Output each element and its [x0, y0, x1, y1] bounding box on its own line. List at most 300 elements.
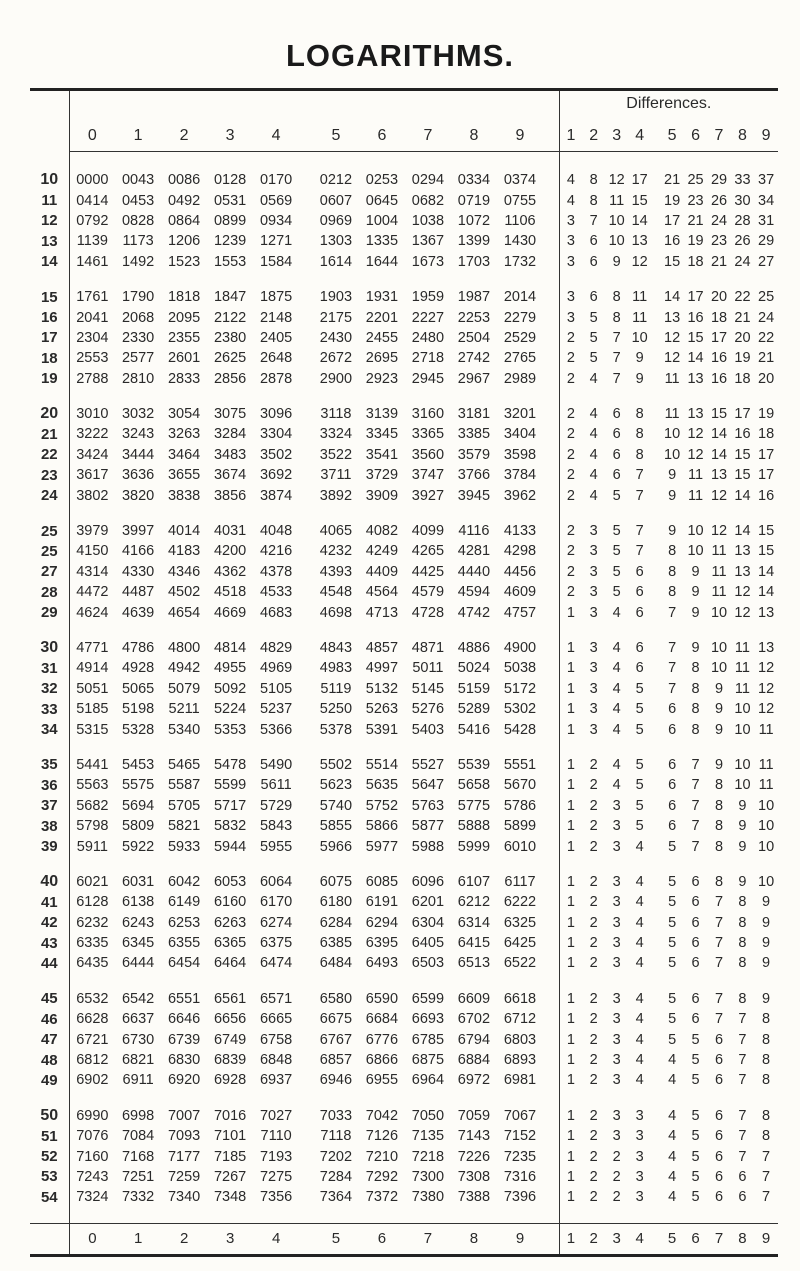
difference-cell: 3 — [612, 838, 621, 855]
difference-cell: 1 — [566, 914, 575, 931]
difference-cell: 5 — [635, 797, 644, 814]
mantissa-cell: 3892 — [319, 487, 353, 504]
difference-cell: 5 — [635, 818, 644, 835]
row-number: 48 — [30, 1050, 69, 1070]
mantissa-cell: 7356 — [259, 1189, 293, 1206]
mantissa-cell: 1553 — [213, 253, 247, 270]
mantissa-cell: 3541 — [365, 446, 399, 463]
difference-cell: 3 — [589, 701, 598, 718]
row-number: 47 — [30, 1029, 69, 1049]
mantissa-cell: 4900 — [503, 640, 537, 656]
mantissa-cell: 4829 — [259, 640, 293, 656]
mantissa-cell: 0492 — [167, 192, 201, 209]
mantissa-cell: 5786 — [503, 797, 537, 814]
mantissa-cell: 5502 — [319, 756, 353, 773]
table-row — [30, 892, 778, 912]
difference-cell: 2 — [566, 487, 575, 504]
mantissa-cell: 3927 — [411, 487, 445, 504]
difference-cell: 7 — [668, 604, 677, 621]
mantissa-cell: 6866 — [365, 1052, 399, 1069]
row-number: 19 — [30, 369, 69, 389]
mantissa-cell: 2672 — [319, 350, 353, 367]
difference-cell: 10 — [608, 212, 625, 229]
mantissa-cell: 6314 — [457, 914, 491, 931]
column-separator — [543, 989, 559, 1009]
difference-cell: 15 — [631, 192, 648, 209]
row-number: 49 — [30, 1070, 69, 1090]
column-gap — [651, 1187, 660, 1207]
mantissa-cell: 6821 — [121, 1052, 155, 1069]
difference-cell: 26 — [710, 192, 728, 209]
row-number: 41 — [30, 892, 69, 912]
mantissa-cell: 3385 — [457, 426, 491, 443]
footer-main-col-5: 5 — [313, 1223, 359, 1254]
table-row — [30, 638, 778, 658]
column-gap — [651, 404, 660, 424]
difference-cell: 4 — [635, 914, 644, 931]
mantissa-cell: 5065 — [121, 680, 155, 697]
difference-cell: 9 — [714, 701, 724, 718]
difference-cell: 20 — [734, 329, 751, 346]
difference-cell: 9 — [762, 955, 771, 972]
column-gap — [299, 775, 313, 795]
mantissa-cell: 1790 — [121, 289, 155, 306]
column-separator — [543, 775, 559, 795]
difference-cell: 3 — [612, 1072, 621, 1089]
column-gap — [299, 1187, 313, 1207]
mantissa-cell: 4728 — [411, 604, 445, 621]
mantissa-cell: 3139 — [365, 406, 399, 423]
mantissa-cell: 6335 — [76, 935, 109, 952]
difference-cell: 1 — [566, 1052, 575, 1069]
difference-cell: 34 — [758, 192, 775, 209]
row-number: 40 — [30, 872, 69, 892]
table-row — [30, 485, 778, 505]
difference-cell: 24 — [758, 309, 775, 326]
difference-cell: 6 — [714, 1052, 724, 1069]
header-main-col-4: 4 — [253, 113, 299, 152]
difference-cell: 7 — [762, 1168, 771, 1185]
mantissa-cell: 1644 — [365, 253, 399, 270]
mantissa-cell: 4609 — [503, 584, 537, 601]
row-number: 11 — [30, 190, 69, 210]
mantissa-cell: 2380 — [213, 329, 247, 346]
difference-cell: 8 — [714, 777, 724, 794]
column-gap — [299, 1126, 313, 1146]
difference-cell: 4 — [589, 406, 598, 423]
mantissa-cell: 5403 — [411, 721, 445, 738]
column-gap — [299, 638, 313, 658]
mantissa-cell: 5490 — [259, 756, 293, 773]
difference-cell: 2 — [566, 563, 575, 580]
table-row — [30, 465, 778, 485]
difference-cell: 29 — [758, 233, 775, 250]
header-diff-col-2: 3 — [605, 113, 628, 152]
column-gap — [299, 307, 313, 327]
mantissa-cell: 6758 — [259, 1031, 293, 1048]
table-row — [30, 1106, 778, 1126]
mantissa-cell: 4548 — [319, 584, 353, 601]
difference-cell: 9 — [762, 914, 771, 931]
mantissa-cell: 1271 — [259, 233, 293, 250]
difference-cell: 17 — [687, 289, 704, 306]
mantissa-cell: 6911 — [122, 1072, 154, 1089]
mantissa-cell: 6149 — [167, 894, 201, 911]
difference-cell: 8 — [589, 172, 598, 189]
mantissa-cell: 7007 — [167, 1107, 201, 1124]
difference-cell: 10 — [758, 873, 775, 890]
difference-cell: 1 — [566, 1011, 575, 1028]
column-gap — [651, 1223, 660, 1254]
difference-cell: 12 — [734, 584, 751, 601]
difference-cell: 7 — [668, 660, 677, 677]
mantissa-cell: 0414 — [76, 192, 109, 209]
mantissa-cell: 5899 — [503, 818, 537, 835]
difference-cell: 5 — [668, 1031, 677, 1048]
mantissa-cell: 3979 — [76, 523, 109, 540]
mantissa-cell: 6684 — [365, 1011, 399, 1028]
difference-cell: 7 — [691, 838, 700, 855]
difference-cell: 9 — [762, 990, 771, 1007]
difference-cell: 11 — [711, 563, 727, 580]
difference-cell: 11 — [632, 289, 648, 306]
mantissa-cell: 6474 — [259, 955, 293, 972]
column-gap — [651, 933, 660, 953]
difference-cell: 10 — [758, 838, 775, 855]
mantissa-cell: 5340 — [167, 721, 201, 738]
mantissa-cell: 0607 — [319, 192, 353, 209]
column-separator — [543, 1146, 559, 1166]
difference-cell: 1 — [566, 873, 575, 890]
mantissa-cell: 3324 — [319, 426, 353, 443]
header-spacer — [543, 91, 559, 113]
difference-cell: 13 — [758, 604, 775, 621]
mantissa-cell: 6096 — [411, 873, 445, 890]
mantissa-cell: 1399 — [457, 233, 491, 250]
column-gap — [299, 913, 313, 933]
mantissa-cell: 6425 — [503, 935, 537, 952]
difference-cell: 4 — [668, 1148, 677, 1165]
mantissa-cell: 0719 — [457, 192, 491, 209]
mantissa-cell: 4800 — [167, 640, 201, 656]
difference-cell: 6 — [668, 701, 677, 718]
mantissa-cell: 5623 — [319, 777, 353, 794]
mantissa-cell: 0374 — [503, 172, 537, 189]
difference-cell: 6 — [612, 406, 621, 423]
mantissa-cell: 5775 — [457, 797, 491, 814]
column-gap — [299, 465, 313, 485]
mantissa-cell: 5563 — [76, 777, 109, 794]
difference-cell: 12 — [687, 426, 704, 443]
difference-cell: 16 — [758, 487, 775, 504]
mantissa-cell: 6721 — [76, 1031, 109, 1048]
difference-cell: 10 — [687, 543, 704, 560]
difference-cell: 5 — [691, 1072, 700, 1089]
mantissa-cell: 6170 — [259, 894, 293, 911]
difference-cell: 37 — [758, 172, 775, 189]
header-spacer — [69, 91, 543, 113]
difference-cell: 6 — [714, 1189, 724, 1206]
mantissa-cell: 7308 — [457, 1168, 491, 1185]
mantissa-cell: 4014 — [167, 523, 201, 540]
mantissa-cell: 6981 — [503, 1072, 537, 1089]
difference-cell: 8 — [762, 1072, 771, 1089]
difference-cell: 2 — [589, 1107, 598, 1124]
table-row — [30, 755, 778, 775]
row-number: 31 — [30, 658, 69, 678]
difference-cell: 14 — [664, 289, 681, 306]
mantissa-cell: 5132 — [365, 680, 399, 697]
column-separator — [543, 287, 559, 307]
mantissa-cell: 0128 — [213, 172, 247, 189]
column-gap — [651, 113, 660, 152]
table-row — [30, 699, 778, 719]
difference-cell: 1 — [566, 955, 575, 972]
mantissa-cell: 4393 — [319, 563, 353, 580]
mantissa-cell: 6571 — [259, 990, 293, 1007]
difference-cell: 2 — [612, 1168, 621, 1185]
difference-cell: 9 — [635, 370, 644, 387]
difference-cell: 13 — [687, 370, 704, 387]
difference-cell: 2 — [566, 350, 575, 367]
difference-cell: 10 — [710, 640, 728, 656]
difference-cell: 8 — [714, 873, 724, 890]
footer-diff-col-3: 4 — [628, 1223, 651, 1254]
difference-cell: 6 — [668, 721, 677, 738]
difference-cell: 9 — [635, 350, 644, 367]
difference-cell: 5 — [691, 1128, 700, 1145]
difference-cell: 3 — [589, 584, 598, 601]
table-row — [30, 541, 778, 561]
mantissa-cell: 6580 — [319, 990, 353, 1007]
difference-cell: 3 — [612, 935, 621, 952]
mantissa-cell: 6107 — [457, 873, 491, 890]
column-gap — [651, 755, 660, 775]
row-number: 34 — [30, 719, 69, 739]
mantissa-cell: 4654 — [167, 604, 201, 621]
mantissa-cell: 3560 — [411, 446, 445, 463]
mantissa-cell: 6503 — [411, 955, 445, 972]
row-number: 38 — [30, 816, 69, 836]
mantissa-cell: 4472 — [76, 584, 109, 601]
mantissa-cell: 0000 — [76, 172, 109, 189]
difference-cell: 5 — [635, 701, 644, 718]
difference-cell: 6 — [635, 660, 644, 677]
difference-cell: 6 — [691, 894, 700, 911]
mantissa-cell: 0294 — [411, 172, 445, 189]
mantissa-cell: 7093 — [167, 1128, 201, 1145]
column-separator — [543, 1223, 559, 1254]
difference-cell: 12 — [631, 253, 648, 270]
mantissa-cell: 5172 — [503, 680, 537, 697]
mantissa-cell: 6609 — [457, 990, 491, 1007]
column-gap — [651, 307, 660, 327]
difference-cell: 1 — [566, 1128, 575, 1145]
mantissa-cell: 1430 — [503, 233, 537, 250]
mantissa-cell: 2095 — [167, 309, 201, 326]
difference-cell: 5 — [668, 955, 677, 972]
table-row — [30, 816, 778, 836]
header-diff-col-7: 8 — [731, 113, 754, 152]
mantissa-cell: 3820 — [121, 487, 155, 504]
difference-cell: 1 — [566, 1148, 575, 1165]
mantissa-cell: 0682 — [411, 192, 445, 209]
mantissa-cell: 1987 — [457, 289, 491, 306]
column-gap — [299, 953, 313, 973]
table-row — [30, 602, 778, 622]
difference-cell: 23 — [710, 233, 728, 250]
table-row — [30, 1146, 778, 1166]
difference-cell: 8 — [589, 192, 598, 209]
footer-diff-col-0: 1 — [559, 1223, 582, 1254]
mantissa-cell: 3424 — [76, 446, 109, 463]
difference-cell: 7 — [738, 1031, 747, 1048]
mantissa-cell: 6551 — [167, 990, 201, 1007]
mantissa-cell: 4843 — [319, 640, 353, 656]
difference-cell: 11 — [664, 370, 680, 387]
mantissa-cell: 6972 — [457, 1072, 491, 1089]
difference-cell: 2 — [589, 914, 598, 931]
mantissa-cell: 1703 — [457, 253, 491, 270]
mantissa-cell: 3766 — [457, 467, 491, 484]
difference-cell: 14 — [631, 212, 648, 229]
row-number: 17 — [30, 328, 69, 348]
difference-cell: 6 — [612, 426, 621, 443]
mantissa-cell: 3909 — [365, 487, 399, 504]
difference-cell: 3 — [635, 1189, 644, 1206]
difference-cell: 15 — [687, 329, 704, 346]
column-gap — [651, 348, 660, 368]
column-separator — [543, 445, 559, 465]
difference-cell: 3 — [612, 1011, 621, 1028]
mantissa-cell: 7050 — [411, 1107, 445, 1124]
column-gap — [299, 892, 313, 912]
mantissa-cell: 3118 — [320, 406, 352, 423]
row-number: 15 — [30, 287, 69, 307]
mantissa-cell: 4362 — [213, 563, 247, 580]
difference-cell: 6 — [691, 914, 700, 931]
mantissa-cell: 2625 — [213, 350, 247, 367]
difference-cell: 4 — [668, 1128, 677, 1145]
difference-cell: 7 — [635, 467, 644, 484]
column-gap — [299, 1167, 313, 1187]
mantissa-cell: 5391 — [365, 721, 399, 738]
mantissa-cell: 0899 — [213, 212, 247, 229]
differences-label: Differences. — [626, 95, 712, 112]
column-separator — [543, 541, 559, 561]
table-row — [30, 872, 778, 892]
table-row — [30, 1029, 778, 1049]
mantissa-cell: 6191 — [365, 894, 399, 911]
difference-cell: 6 — [635, 640, 644, 656]
mantissa-cell: 5250 — [319, 701, 353, 718]
mantissa-cell: 2504 — [457, 329, 491, 346]
difference-cell: 3 — [612, 873, 621, 890]
difference-cell: 4 — [589, 370, 598, 387]
mantissa-cell: 3674 — [213, 467, 247, 484]
difference-cell: 4 — [612, 640, 621, 656]
column-gap — [651, 465, 660, 485]
column-separator — [543, 719, 559, 739]
mantissa-cell: 2122 — [213, 309, 247, 326]
difference-cell: 7 — [691, 756, 700, 773]
difference-cell: 6 — [714, 1148, 724, 1165]
difference-cell: 31 — [758, 212, 775, 229]
difference-cell: 7 — [738, 1011, 747, 1028]
mantissa-cell: 7388 — [457, 1189, 491, 1206]
column-separator — [543, 465, 559, 485]
mantissa-cell: 1614 — [319, 253, 353, 270]
difference-cell: 9 — [714, 756, 724, 773]
difference-cell: 7 — [668, 680, 677, 697]
difference-cell: 9 — [762, 935, 771, 952]
difference-cell: 11 — [688, 487, 704, 504]
mantissa-cell: 6355 — [167, 935, 201, 952]
mantissa-cell: 7259 — [167, 1168, 201, 1185]
mantissa-cell: 5263 — [365, 701, 399, 718]
footer-diff-col-4: 5 — [660, 1223, 683, 1254]
mantissa-cell: 6415 — [457, 935, 491, 952]
difference-cell: 16 — [734, 426, 751, 443]
difference-cell: 8 — [762, 1011, 771, 1028]
mantissa-cell: 1139 — [76, 233, 108, 250]
mantissa-cell: 5198 — [121, 701, 155, 718]
difference-cell: 10 — [758, 797, 775, 814]
difference-cell: 3 — [612, 1031, 621, 1048]
mantissa-cell: 2788 — [76, 370, 109, 387]
difference-cell: 1 — [566, 1107, 575, 1124]
mantissa-cell: 6395 — [365, 935, 399, 952]
column-separator — [543, 424, 559, 444]
mantissa-cell: 5527 — [411, 756, 445, 773]
table-row — [30, 424, 778, 444]
difference-cell: 8 — [738, 990, 747, 1007]
difference-cell: 8 — [762, 1107, 771, 1124]
difference-cell: 2 — [589, 1189, 598, 1206]
column-gap — [299, 113, 313, 152]
row-number: 20 — [30, 404, 69, 424]
column-gap — [651, 796, 660, 816]
mantissa-cell: 7084 — [121, 1128, 155, 1145]
mantissa-cell: 6964 — [411, 1072, 445, 1089]
difference-cell: 2 — [589, 1052, 598, 1069]
column-gap — [299, 231, 313, 251]
difference-cell: 12 — [664, 350, 681, 367]
table-row — [30, 404, 778, 424]
difference-cell: 6 — [668, 797, 677, 814]
mantissa-cell: 6075 — [319, 873, 353, 890]
mantissa-cell: 2304 — [76, 329, 109, 346]
header-main-col-0: 0 — [69, 113, 115, 152]
mantissa-cell: 7059 — [457, 1107, 491, 1124]
mantissa-cell: 7193 — [259, 1148, 293, 1165]
table-row — [30, 287, 778, 307]
difference-cell: 10 — [758, 818, 775, 835]
mantissa-cell: 4487 — [121, 584, 155, 601]
difference-cell: 4 — [612, 680, 621, 697]
difference-cell: 3 — [589, 563, 598, 580]
mantissa-cell: 3464 — [167, 446, 201, 463]
difference-cell: 7 — [714, 914, 724, 931]
difference-cell: 4 — [635, 990, 644, 1007]
mantissa-cell: 6628 — [76, 1011, 109, 1028]
row-number: 29 — [30, 602, 69, 622]
column-gap — [299, 190, 313, 210]
mantissa-cell: 6675 — [319, 1011, 353, 1028]
footer-diff-col-1: 2 — [582, 1223, 605, 1254]
difference-cell: 2 — [612, 1189, 621, 1206]
mantissa-cell: 7042 — [365, 1107, 399, 1124]
